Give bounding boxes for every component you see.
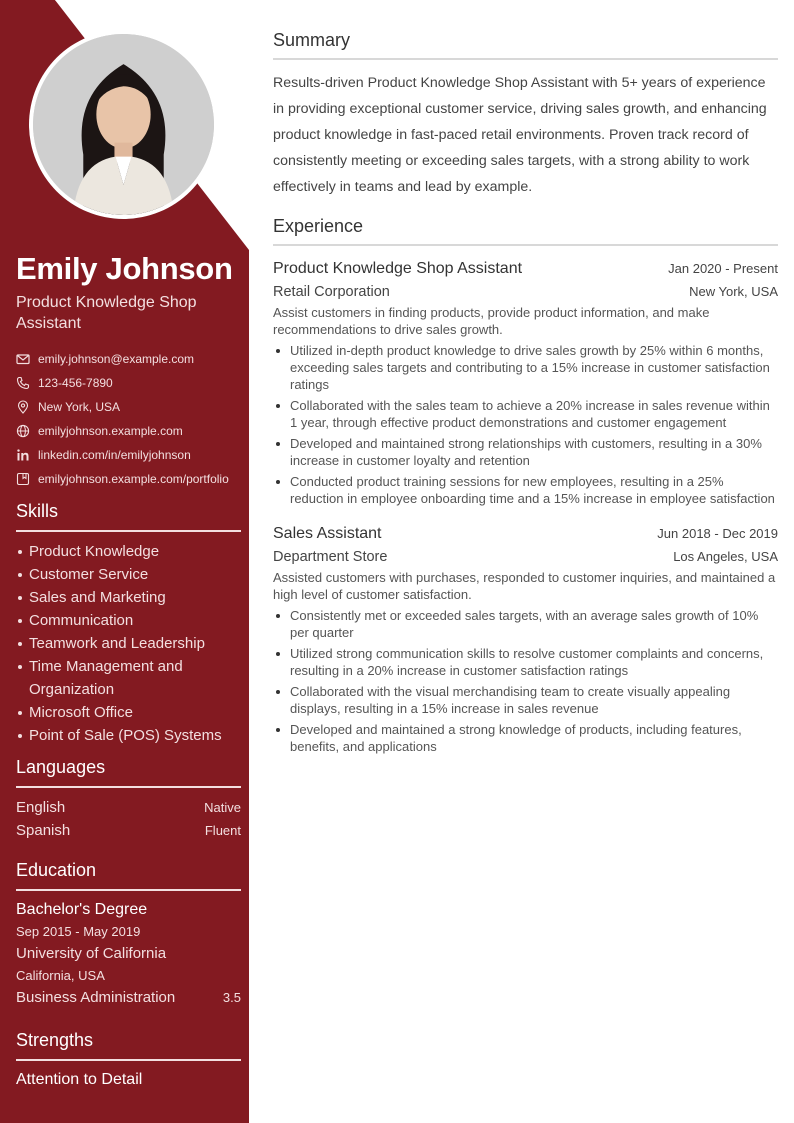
skill-item: Sales and Marketing	[16, 586, 241, 609]
job-dates: Jan 2020 - Present	[668, 261, 778, 276]
job-company: Department Store	[273, 549, 388, 565]
profile-photo	[33, 34, 214, 215]
education-field-row	[16, 987, 241, 1009]
education-dates: Sep 2015 - May 2019	[16, 924, 141, 939]
contact-phone[interactable]	[16, 371, 246, 395]
job-company: Retail Corporation	[273, 284, 390, 300]
contact-website[interactable]	[16, 419, 246, 443]
achievement-item: Utilized strong communication skills to resolve customer complaints and concerns, resulting in a 20% increase in customer satisfaction ratings	[273, 645, 778, 679]
contact-location-text: New York, USA	[38, 400, 121, 414]
contact-email-text: emily.johnson@example.com	[38, 352, 195, 366]
email-icon	[16, 352, 30, 366]
languages-section	[16, 757, 241, 842]
experience-heading: Experience	[273, 216, 778, 246]
linkedin-icon	[16, 448, 30, 462]
achievement-item: Conducted product training sessions for new employees, resulting in a 25% reduction in employee onboarding time and a 15% increase in employee satisfaction	[273, 473, 778, 507]
education-section	[16, 860, 241, 1009]
sidebar	[0, 0, 249, 1123]
achievement-item: Collaborated with the sales team to achieve a 20% increase in sales revenue within 1 year, through effective product demonstrations and customer engagement	[273, 397, 778, 431]
language-name: Spanish	[16, 822, 71, 839]
portfolio-icon	[16, 472, 30, 486]
contact-list	[16, 347, 246, 491]
job-company-row	[273, 281, 778, 304]
contact-portfolio-text: emilyjohnson.example.com/portfolio	[38, 472, 229, 486]
skills-section	[16, 501, 241, 747]
job-title: Product Knowledge Shop Assistant	[273, 260, 523, 277]
job-achievements	[273, 607, 778, 755]
job-description: Assisted customers with purchases, responded to customer inquiries, and maintained a high level of customer satisfaction.	[273, 570, 776, 602]
achievement-item: Collaborated with the visual merchandising team to create visually appealing displays, resulting in a 15% increase in sales revenue	[273, 683, 778, 717]
skill-item: Customer Service	[16, 563, 241, 586]
language-level: Native	[204, 800, 241, 815]
skills-heading: Skills	[16, 501, 241, 532]
location-pin-icon	[16, 400, 30, 414]
strengths-section	[16, 1030, 241, 1091]
contact-location	[16, 395, 246, 419]
job-company-row	[273, 546, 778, 569]
achievement-item: Developed and maintained strong relationships with customers, resulting in a 30% increase in customer loyalty and retention	[273, 435, 778, 469]
job-achievements	[273, 342, 778, 507]
candidate-name: Emily Johnson	[16, 251, 233, 286]
contact-linkedin-text: linkedin.com/in/emilyjohnson	[38, 448, 191, 462]
skill-item: Time Management and Organization	[16, 655, 206, 701]
education-field: Business Administration	[16, 989, 176, 1006]
contact-portfolio[interactable]	[16, 467, 246, 491]
job-description: Assist customers in finding products, provide product information, and make recommendations to drive sales growth.	[273, 305, 710, 337]
job-header-row	[273, 521, 778, 546]
main-content	[273, 30, 778, 769]
skill-item: Point of Sale (POS) Systems	[16, 724, 241, 747]
job-title: Sales Assistant	[273, 525, 382, 542]
skill-item: Product Knowledge	[16, 540, 241, 563]
language-row	[16, 819, 241, 842]
job-location: Los Angeles, USA	[673, 549, 778, 564]
education-gpa: 3.5	[222, 990, 241, 1005]
contact-linkedin[interactable]	[16, 443, 246, 467]
language-row	[16, 796, 241, 819]
skills-list	[16, 540, 241, 747]
summary-text: Results-driven Product Knowledge Shop Assistant with 5+ years of experience in providing exceptional customer service, driving sales growth, and enhancing product knowledge in fast-paced retail environments. Proven track record of consistently meeting or exceeding sales targets, with a strong ability to work effectively in teams and lead by example.	[273, 75, 767, 195]
phone-icon	[16, 376, 30, 390]
job-entry	[273, 521, 778, 755]
skill-item: Communication	[16, 609, 241, 632]
language-level: Fluent	[204, 823, 241, 838]
languages-heading: Languages	[16, 757, 241, 788]
summary-heading: Summary	[273, 30, 778, 60]
strength-item: Attention to Detail	[16, 1071, 143, 1088]
education-school: University of California	[16, 945, 167, 962]
achievement-item: Utilized in-depth product knowledge to drive sales growth by 25% within 6 months, exceeding sales targets and contributing to a 15% increase in customer satisfaction ratings	[273, 342, 778, 393]
candidate-title: Product Knowledge Shop Assistant	[16, 294, 197, 332]
education-degree: Bachelor's Degree	[16, 901, 148, 918]
achievement-item: Consistently met or exceeded sales targets, with an average sales growth of 10% per quarter	[273, 607, 778, 641]
strengths-heading: Strengths	[16, 1030, 241, 1061]
education-heading: Education	[16, 860, 241, 891]
education-location: California, USA	[16, 968, 105, 983]
contact-website-text: emilyjohnson.example.com	[38, 424, 183, 438]
skill-item: Teamwork and Leadership	[16, 632, 241, 655]
job-header-row	[273, 256, 778, 281]
job-entry	[273, 256, 778, 507]
globe-icon	[16, 424, 30, 438]
job-location: New York, USA	[689, 284, 778, 299]
contact-email[interactable]	[16, 347, 246, 371]
contact-phone-text: 123-456-7890	[38, 376, 113, 390]
job-dates: Jun 2018 - Dec 2019	[657, 526, 778, 541]
person-portrait-icon	[33, 34, 214, 215]
skill-item: Microsoft Office	[16, 701, 241, 724]
language-name: English	[16, 799, 66, 816]
achievement-item: Developed and maintained a strong knowledge of products, including features, benefits, and applications	[273, 721, 778, 755]
profile-photo-frame	[29, 30, 218, 219]
